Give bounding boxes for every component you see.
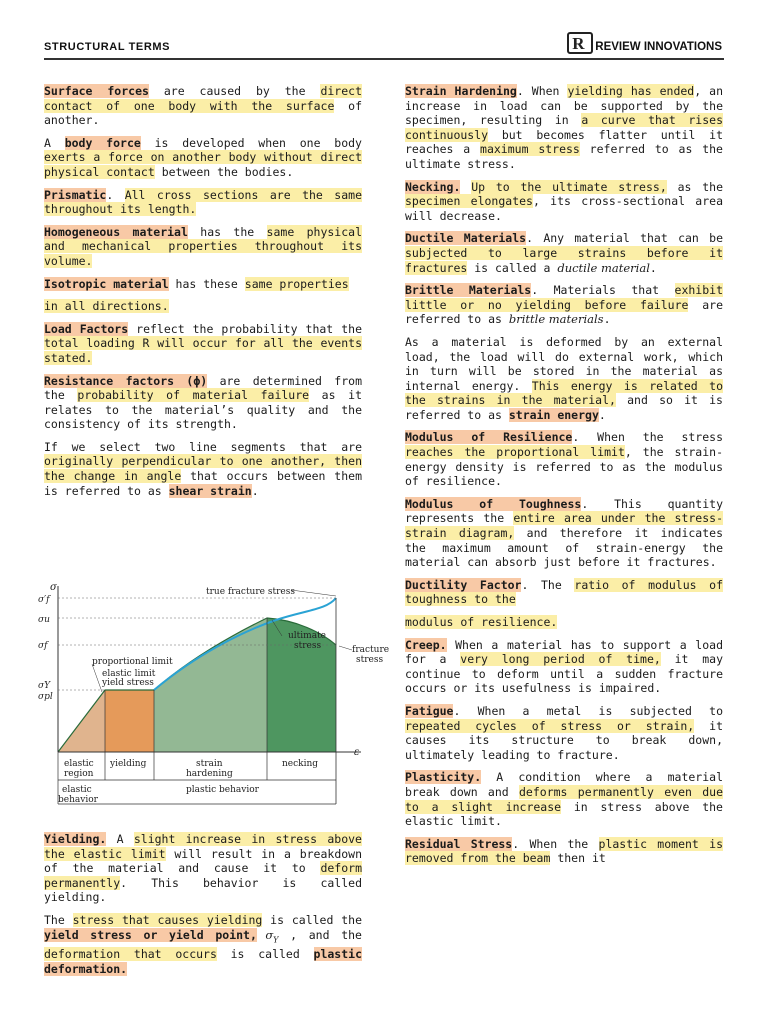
modulus-resilience-definition [405,430,723,488]
yield-stress-label: yield stress [102,678,154,688]
yielding-region-fill [105,690,154,752]
highlight: yielding has ended [567,84,695,98]
text: but becomes flatter until it reaches a [405,127,723,157]
text: When a material has to support a load for a [405,637,723,667]
term: body force [64,135,141,150]
term: Residual Stress [405,836,513,851]
term: Surface forces [44,84,149,98]
text: has these [168,276,245,291]
surface-forces-definition [44,84,362,128]
highlight: specimen elongates [405,194,533,209]
highlight: slight increase in stress above the elastic limit [44,832,362,861]
highlight: Up to the ultimate stress, [471,179,667,194]
term: Strain Hardening [405,84,517,98]
proportional-limit-label: proportional limit [92,657,173,667]
text: . When the [512,836,599,851]
highlight: plastic moment is removed from the beam [405,836,723,866]
brittle-definition [405,283,723,327]
text: as it relates to the material’s quality and the consistency of its strength. [44,388,362,432]
term: Modulus of Toughness [405,496,582,511]
text: of another. [44,98,362,128]
text: has the [187,224,267,239]
term: Plasticity. [405,770,482,785]
text: are caused by the [148,84,321,98]
term: Necking. [405,179,461,194]
right-column [405,84,723,874]
term: plastic deformation. [44,947,362,977]
text: . This quantity represents the [405,496,723,526]
elastic-behavior-label-1: elastic [62,785,92,795]
subscript: Y [273,934,279,944]
highlight: a curve that rises continuously [405,113,723,142]
stress-strain-diagram [36,580,390,810]
term: shear strain [168,483,252,498]
highlight: entire area under the stress-strain diagram, [405,511,723,541]
term: Ductility Factor [405,577,522,592]
text: . When a metal is subjected to [453,703,723,718]
prismatic-definition [44,188,362,217]
text: then it [550,851,606,866]
strain-hardening-label-1: strain [196,759,223,769]
text: will result in a breakdown of the material and cause it to [44,846,363,876]
left-column [44,84,362,506]
fracture-leader [339,646,352,650]
text: , and the [278,927,362,942]
highlight: same properties [244,276,349,291]
highlight: deforms permanently even due to a slight increase [405,784,723,814]
highlight: subjected to large strains before it fractures [405,245,723,275]
homogeneous-definition [44,225,362,269]
shear-strain-definition [44,440,362,498]
text: The [44,912,73,927]
necking-definition [405,180,723,224]
highlight: originally perpendicular to one another, then the change in angle [44,454,362,484]
review-innovations-logo [567,28,722,54]
highlight: deformation that occurs [44,947,217,962]
header-rule [44,58,724,60]
text: . When the stress [572,430,723,445]
term: Prismatic [44,187,107,202]
text: , the strain-energy density is referred to as the modulus of resilience. [405,445,723,489]
term: Creep. [405,637,447,652]
italic-term: ductile material [557,260,650,275]
text: and therefore it indicates the maximum amount of strain-energy the material can absorb just before it fractures. [405,526,723,570]
ultimate-label-1: ultimate [288,631,327,641]
text: . [598,407,606,422]
spl-label: σpl [38,692,53,702]
text: A [44,135,65,150]
left-column-bottom [44,832,362,985]
sf-prime-label: σ′f [38,595,50,605]
term: Isotropic material [44,276,169,291]
text: between the bodies. [154,164,294,179]
highlight: direct contact of one body with the surface [44,84,362,113]
text: , its cross-sectional area will decrease. [405,194,724,223]
text: . [603,312,611,327]
plasticity-definition [405,770,723,828]
modulus-toughness-definition [405,497,723,570]
sy-label: σY [38,681,51,691]
text: A [106,832,134,846]
epsilon-axis-label: ε [354,747,360,758]
stress-strain-svg [36,580,390,810]
elastic-limit-label: elastic limit [102,669,156,679]
strain-energy-definition [405,335,723,423]
text: are referred to as [405,297,724,327]
text: . The [521,577,575,592]
term: strain energy [508,407,599,422]
highlight: All cross sections are the same throughout its length. [44,187,362,217]
resistance-factors-definition [44,374,362,432]
highlight: exhibit little or no yielding before failure [405,283,723,312]
text: . [106,187,125,202]
fatigue-definition [405,704,723,762]
elastic-behavior-label-2: behavior [58,795,98,805]
highlight: reaches the proportional limit [405,445,625,460]
true-fracture-label: true fracture stress [206,587,295,597]
text: is called the [262,912,363,927]
highlight: very long period of time, [460,652,661,667]
term: Resistance factors (ϕ) [44,373,208,388]
italic-term: brittle materials [508,312,604,327]
page-header [44,28,724,60]
highlight: stress that causes yielding [72,912,263,927]
highlight: repeated cycles of stress or strain, [405,718,695,733]
logo-icon [567,32,593,54]
yield-stress-definition [44,913,362,977]
text: , an increase in load can be supported by the specimen, resulting in [405,84,723,128]
text: reflect the probability that the [128,321,362,336]
highlight: This energy is related to the strains in the material, [405,378,724,408]
text: is called [216,947,314,962]
text: . Materials that [531,283,675,298]
yielding-label: yielding [110,759,147,769]
text: If we select two line segments that are [44,439,362,454]
text: it may continue to deform until a sudden fracture occurs or its usefulness is impaired. [405,652,724,696]
ductility-factor-definition [405,578,723,607]
term: Modulus of Resilience [405,430,573,445]
ductile-definition [405,231,723,275]
highlight: in all directions. [44,299,169,314]
prop-leader [92,664,102,692]
highlight: modulus of resilience. [405,615,558,629]
text: . [649,260,657,275]
isotropic-continuation [44,299,362,314]
text: . When [516,84,568,98]
text: as the [666,179,723,194]
body-force-definition [44,136,362,180]
text: is developed when one body [140,135,362,150]
necking-label: necking [282,759,319,769]
residual-stress-definition [405,837,723,866]
page-title: STRUCTURAL TERMS [44,41,171,53]
true-fracture-leader [291,590,336,596]
text [460,180,471,194]
logo-letter: R [572,34,585,53]
term: Brittle Materials [405,283,532,298]
load-factors-definition [44,322,362,366]
term: Load Factors [44,321,129,336]
highlight: maximum stress [480,142,580,157]
text: A condition where a material break down and [405,770,723,799]
term: Ductile Materials [405,231,527,246]
ultimate-label-2: stress [294,641,322,651]
strain-hardening-label-2: hardening [186,769,233,779]
sf-label: σf [38,641,48,651]
highlight: ratio of modulus of toughness to the [405,577,723,607]
fracture-label-1: fracture [352,645,390,655]
term: Yielding. [44,832,107,846]
ductility-factor-continuation [405,615,723,630]
text: that occurs between them is referred to as [44,469,362,498]
plastic-behavior-label: plastic behavior [186,785,259,795]
strain-hardening-fill [154,618,267,752]
highlight: exerts a force on another body without direct physical contact [44,150,362,179]
text: . [251,483,259,498]
sigma-symbol: σ [256,927,274,942]
highlight: total loading R will occur for all the events stated. [44,336,362,365]
highlight: same physical and mechanical properties throughout its volume. [44,224,362,268]
su-label: σu [38,615,50,625]
highlight: deform permanently [44,861,362,890]
isotropic-definition [44,277,362,292]
sigma-axis-label: σ [50,582,57,593]
text: referred to as the ultimate stress. [405,142,723,171]
elastic-region-label-2: region [64,769,94,779]
text: it causes its structure to break down, ultimately leading to fracture. [405,718,723,762]
text: in stress above the elastic limit. [405,799,723,829]
text: . This behavior is called yielding. [44,875,362,905]
text: . Any material that can be [526,231,724,246]
text: are determined from the [44,373,362,403]
term: Fatigue [405,703,454,718]
text: and so it is referred to as [405,393,723,422]
highlight: probability of material failure [77,388,310,403]
term: Homogeneous material [44,224,188,239]
text: As a material is deformed by an external load, the load will do external work, which in turn will be stored in the material as internal energy. [405,334,723,393]
strain-hardening-definition [405,84,723,172]
yielding-definition [44,832,362,905]
logo-text: REVIEW INNOVATIONS [595,41,722,53]
fracture-label-2: stress [356,655,384,665]
text: is called a [467,260,558,275]
creep-definition [405,638,723,696]
term: yield stress or yield point, [44,927,257,942]
elastic-region-label-1: elastic [64,759,94,769]
